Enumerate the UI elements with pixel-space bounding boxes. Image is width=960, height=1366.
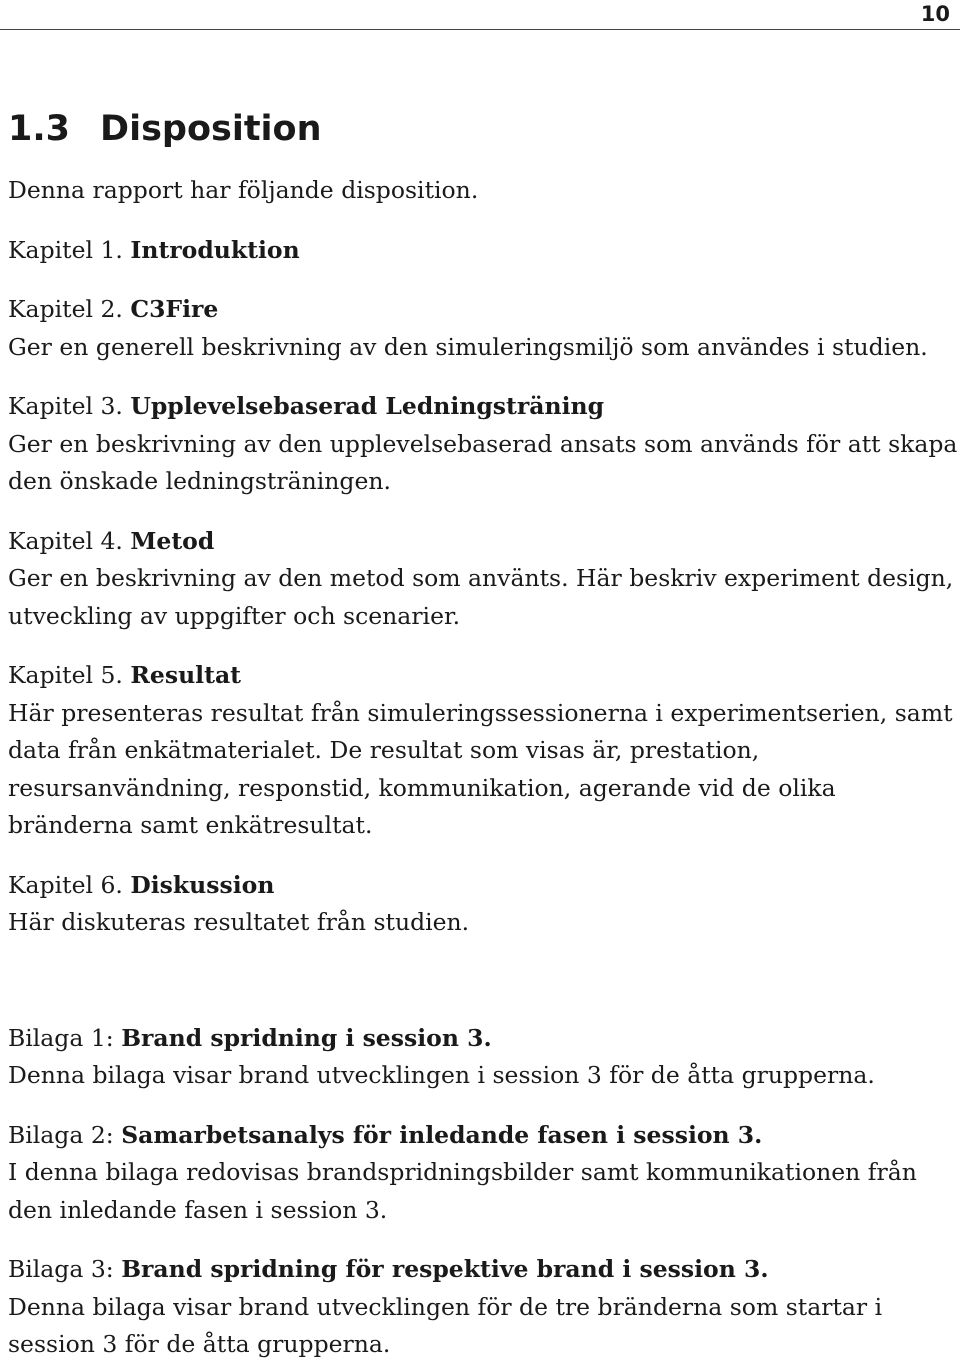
chapter-1-entry <box>8 232 953 270</box>
chapter-5-description-line: data från enkätmaterialet. De resultat som visas är, prestation, <box>8 736 760 764</box>
chapter-5-description-line: bränderna samt enkätresultat. <box>8 811 373 839</box>
chapter-3-prefix: Kapitel 3. <box>8 392 131 420</box>
chapter-6-description-line: Här diskuteras resultatet från studien. <box>8 908 470 936</box>
appendix-3-description-line: session 3 för de åtta grupperna. <box>8 1330 391 1358</box>
chapter-1-prefix: Kapitel 1. <box>8 235 131 264</box>
chapter-4-prefix: Kapitel 4. <box>8 526 131 555</box>
chapter-5-prefix: Kapitel 5. <box>8 661 131 689</box>
appendix-1-description-line: Denna bilaga visar brand utvecklingen i session 3 för de åtta grupperna. <box>8 1061 875 1089</box>
chapter-4-title: Metod <box>130 526 215 555</box>
appendix-2-description-line: den inledande fasen i session 3. <box>8 1195 388 1224</box>
appendix-3-entry <box>8 1251 953 1364</box>
chapter-2-description-line: Ger en generell beskrivning av den simuleringsmiljö som användes i studien. <box>8 332 928 361</box>
chapter-6-entry <box>8 867 953 942</box>
chapter-6-prefix: Kapitel 6. <box>8 870 131 899</box>
appendix-1-entry <box>8 1020 953 1095</box>
section-title: Disposition <box>100 109 322 149</box>
chapter-2-prefix: Kapitel 2. <box>8 295 131 323</box>
chapter-3-description-line: Ger en beskrivning av den upplevelsebaserad ansats som används för att skapa <box>8 429 958 458</box>
chapter-6-title: Diskussion <box>130 870 275 899</box>
chapter-1-title: Introduktion <box>130 235 300 264</box>
appendix-3-description-line: Denna bilaga visar brand utvecklingen för de tre bränderna som startar i <box>8 1292 883 1321</box>
chapter-4-description-line: Ger en beskrivning av den metod som använts. Här beskriv experiment design, <box>8 564 954 592</box>
header-rule <box>0 29 960 30</box>
chapter-5-title: Resultat <box>130 661 242 689</box>
chapter-3-title: Upplevelsebaserad Ledningsträning <box>130 392 605 420</box>
section-number: 1.3 <box>8 109 71 149</box>
appendix-2-title: Samarbetsanalys för inledande fasen i session 3. <box>121 1120 763 1149</box>
appendix-3-prefix: Bilaga 3: <box>8 1255 122 1283</box>
intro-paragraph: Denna rapport har följande disposition. <box>8 176 479 204</box>
chapter-5-entry <box>8 657 953 845</box>
chapter-4-description-line: utveckling av uppgifter och scenarier. <box>8 601 461 630</box>
chapter-3-description-line: den önskade ledningsträningen. <box>8 467 391 495</box>
chapter-5-description-line: resursanvändning, responstid, kommunikation, agerande vid de olika <box>8 773 836 802</box>
appendix-3-title: Brand spridning för respektive brand i session 3. <box>121 1255 769 1283</box>
page-number: 10 <box>920 2 950 26</box>
chapter-4-entry <box>8 523 953 636</box>
chapter-3-entry <box>8 388 958 501</box>
appendix-1-prefix: Bilaga 1: <box>8 1023 122 1052</box>
disposition-content <box>8 172 958 1364</box>
appendix-2-prefix: Bilaga 2: <box>8 1120 122 1149</box>
appendix-2-entry <box>8 1117 953 1230</box>
appendix-2-description-line: I denna bilaga redovisas brandspridningsbilder samt kommunikationen från <box>8 1158 917 1186</box>
chapter-5-description-line: Här presenteras resultat från simuleringssessionerna i experimentserien, samt <box>8 698 953 727</box>
chapter-2-entry <box>8 291 953 366</box>
appendix-1-title: Brand spridning i session 3. <box>121 1023 492 1052</box>
chapter-2-title: C3Fire <box>130 295 219 323</box>
section-heading <box>8 108 322 150</box>
